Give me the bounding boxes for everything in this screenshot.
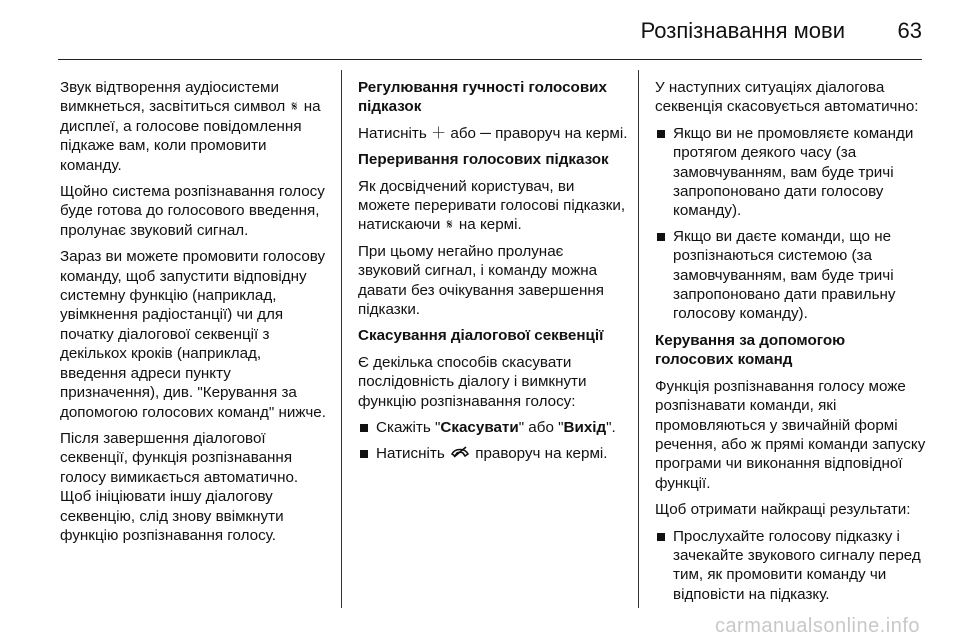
watermark: carmanualsonline.info: [714, 615, 920, 637]
list-item: [358, 444, 628, 463]
paragraph: [358, 177, 628, 235]
paragraph: [60, 78, 330, 175]
page-header: [0, 0, 960, 60]
text: ".: [606, 419, 616, 437]
text: Скажіть ": [376, 419, 441, 437]
section-heading: Керування за допомогою голосових команд: [655, 331, 846, 369]
list-item: Якщо ви не промовляєте команди протягом деякого часу (за замовчуванням, вам буде тричі запропоновано дати голосову команду).: [655, 124, 927, 221]
command-word: Скасувати: [440, 419, 519, 437]
command-word: Вихід: [563, 419, 607, 437]
text: " або ": [518, 419, 564, 437]
paragraph: Щойно система розпізнавання голосу буде готова до голосового введення, пролунає звуковий сигнал.: [60, 183, 325, 239]
paragraph: У наступних ситуаціях діалогова секвенція скасовується автоматично:: [655, 79, 919, 116]
paragraph: При цьому негайно пролунає звуковий сигнал, і команду можна давати без очікування завершення підказки.: [358, 242, 605, 319]
bullet-list: [655, 527, 927, 605]
text: Як досвідчений користувач, ви можете переривати голосові підказки, натискаючи: [358, 177, 626, 234]
paragraph: Після завершення діалогової секвенції, функція розпізнавання голосу вимикається автоматично. Щоб ініціювати іншу діалогову секвенцію, слід знову ввімкнути функцію розпізнавання голосу.: [60, 429, 299, 544]
paragraph: Функція розпізнавання голосу може розпізнавати команди, які промовляються у звичайній формі речення, або ж прямі команди запуску програми чи виконання відповідної функції.: [655, 377, 926, 492]
page-number: 63: [897, 18, 922, 43]
text: Звук відтворення аудіосистеми вимкнеться, засвітиться символ: [60, 79, 286, 116]
paragraph: Натисніть ＋ або ─ праворуч на кермі.: [358, 124, 628, 142]
page-title: Розпізнавання мови: [640, 18, 845, 43]
header-rule: [58, 59, 922, 60]
text: на кермі.: [458, 216, 522, 234]
column-1: [60, 78, 330, 552]
bullet-list: [655, 124, 927, 324]
list-item: Прослухайте голосову підказку і зачекайте звукового сигналу перед тим, як промовити команду чи відповісти на підказку.: [655, 527, 927, 605]
paragraph: Щоб отримати найкращі результати:: [655, 501, 911, 519]
voice-icon: 𝄋: [291, 98, 298, 115]
column-3: [655, 78, 927, 611]
paragraph: Є декілька способів скасувати послідовність діалогу і вимкнути функцію розпізнавання голосу:: [358, 353, 587, 410]
list-item: Якщо ви даєте команди, що не розпізнаються системою (за замовчуванням, вам буде тричі запропоновано дати правильну голосову команду).: [655, 227, 927, 324]
column-2: [358, 78, 628, 470]
voice-icon: 𝄋: [446, 216, 453, 233]
section-heading: Переривання голосових підказок: [358, 151, 609, 169]
column-divider-1: [341, 70, 342, 608]
list-item: [358, 418, 628, 437]
bullet-list: [358, 418, 628, 463]
section-heading: Регулювання гучності голосових підказок: [358, 79, 607, 116]
text: на дисплеї, а голосове повідомлення підкаже вам, коли промовити команду.: [60, 98, 321, 174]
column-divider-2: [638, 70, 639, 608]
hang-up-icon: [451, 444, 469, 463]
section-heading: Скасування діалогової секвенції: [358, 327, 604, 345]
text: праворуч на кермі.: [475, 444, 608, 462]
text: Натисніть: [376, 444, 445, 462]
paragraph: Зараз ви можете промовити голосову команду, щоб запустити відповідну системну функцію (наприклад, увімкнення радіостанції) чи для початку діалогової секвенції з декількох кроків (наприклад, введення адреси пункту призначення), див. "Керування за допомогою голосових команд" нижче.: [60, 248, 326, 421]
